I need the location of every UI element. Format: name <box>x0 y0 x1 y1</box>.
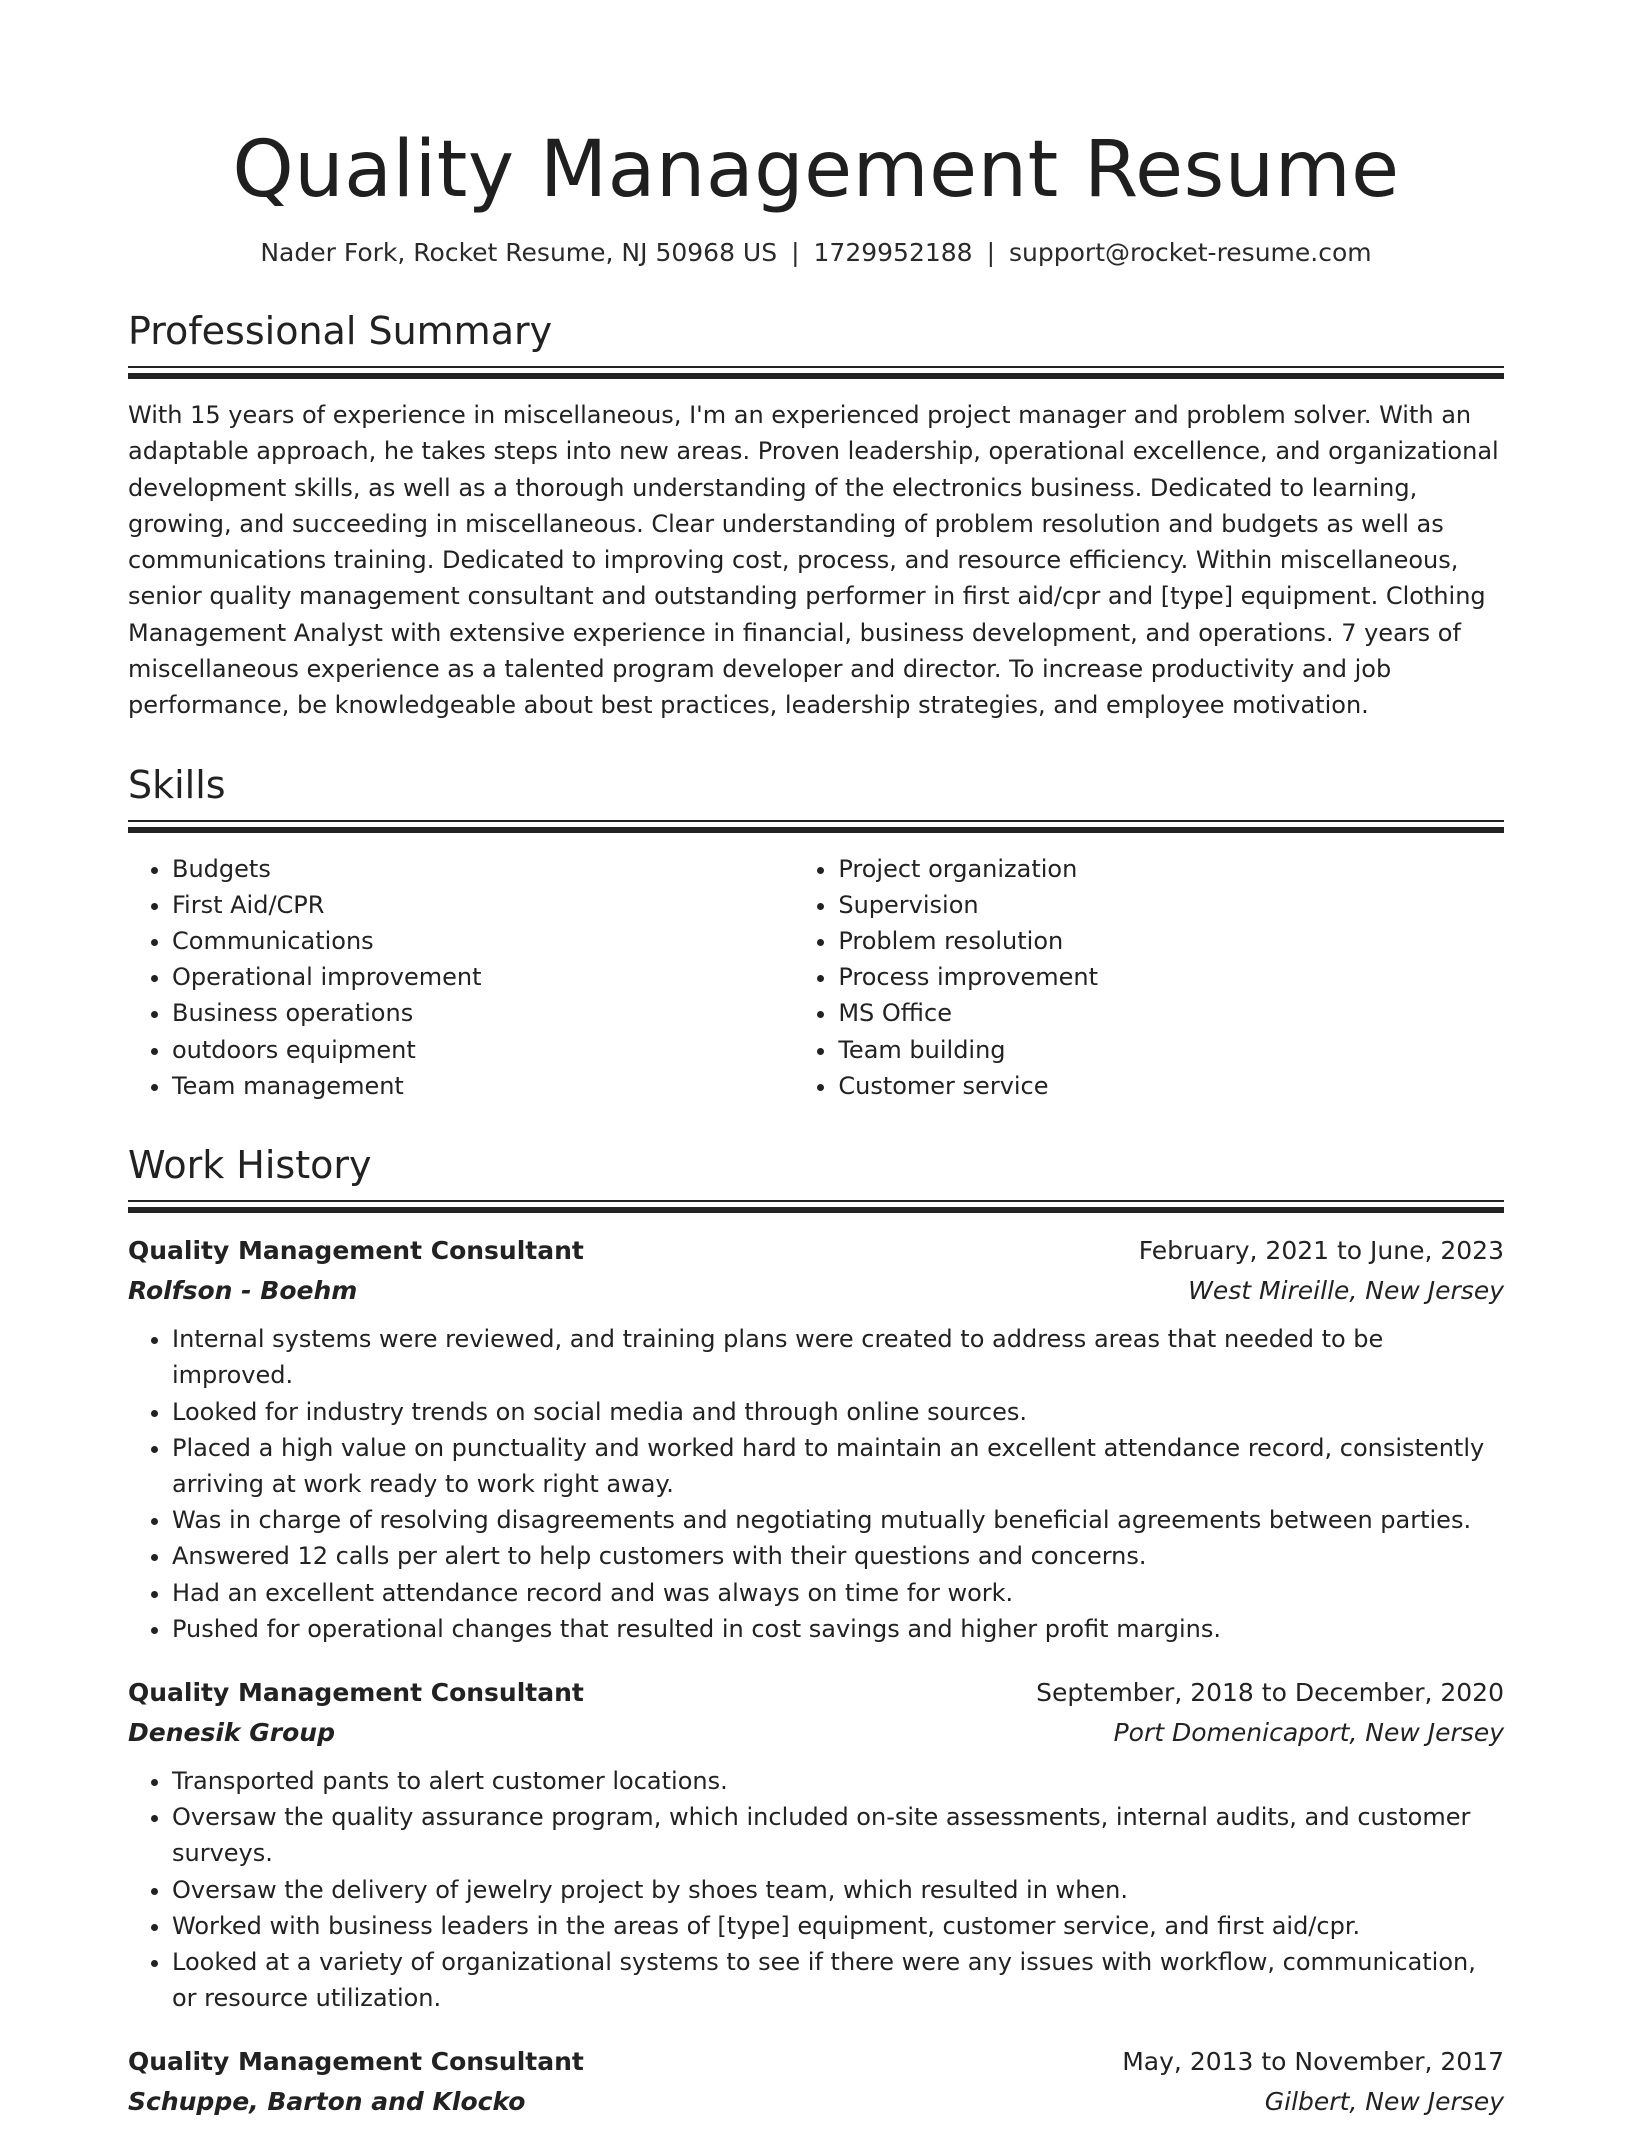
summary-text: With 15 years of experience in miscellaneous, I'm an experienced project manager and problem solver. With an adaptable approach, he takes steps into new areas. Proven leadership, operational excellence, and organizational development skills, as well as a thorough understanding of the electronics business. Dedicated to learning, growing, and succeeding in miscellaneous. Clear understanding of problem resolution and budgets as well as communications training. Dedicated to improving cost, process, and resource efficiency. Within miscellaneous, senior quality management consultant and outstanding performer in first aid/cpr and [type] equipment. Clothing Management Analyst with extensive experience in financial, business development, and operations. 7 years of miscellaneous experience as a talented program developer and director. To increase productivity and job performance, be knowledgeable about best practices, leadership strategies, and employee motivation. <box>128 401 1499 720</box>
job-entry <box>128 2042 1504 2122</box>
skill-item: • Operational improvement <box>172 959 794 995</box>
resume-title: Quality Management Resume <box>232 125 1400 215</box>
skill-item: • Budgets <box>172 851 794 887</box>
job-title: Quality Management Consultant <box>128 2047 584 2077</box>
job-bullet: • Looked for industry trends on social media and through online sources. <box>172 1394 1504 1430</box>
resume-content <box>128 0 1504 2148</box>
contact-separator: | <box>986 238 996 267</box>
job-bullet: • Was in charge of resolving disagreements and negotiating mutually beneficial agreements between parties. <box>172 1502 1504 1538</box>
skill-item: • Communications <box>172 923 794 959</box>
section-divider <box>128 1200 1504 1213</box>
job-bullet: • Looked at a variety of organizational systems to see if there were any issues with workflow, communication, or resource utilization. <box>172 1944 1504 2016</box>
job-bullets <box>128 1763 1504 2016</box>
contact-separator: | <box>791 238 800 267</box>
skill-item: • Process improvement <box>838 959 1504 995</box>
skill-item: • Business operations <box>172 995 794 1031</box>
section-divider <box>128 820 1504 833</box>
job-dates: May, 2013 to November, 2017 <box>1122 2047 1504 2077</box>
job-location: West Mireille, New Jersey <box>1188 1276 1504 1306</box>
skill-item: • Project organization <box>838 851 1504 887</box>
job-dates: September, 2018 to December, 2020 <box>1036 1677 1504 1707</box>
job-company: Schuppe, Barton and Klocko <box>128 2087 526 2117</box>
job-bullet: • Had an excellent attendance record and was always on time for work. <box>172 1575 1504 1611</box>
skill-item: • outdoors equipment <box>172 1032 794 1068</box>
section-divider <box>128 366 1504 379</box>
summary-section <box>128 306 1504 724</box>
contact-address: Nader Fork, Rocket Resume, NJ 50968 US <box>260 238 778 267</box>
work-history-section <box>128 1140 1504 2122</box>
job-bullet: • Oversaw the delivery of jewelry project by shoes team, which resulted in when. <box>172 1872 1504 1908</box>
contact-phone: 1729952188 <box>813 238 973 267</box>
skill-item: • MS Office <box>838 995 1504 1031</box>
section-heading-work-history: Work History <box>128 1143 372 1188</box>
job-entry <box>128 1231 1504 1647</box>
job-bullets <box>128 1321 1504 1647</box>
section-heading-skills: Skills <box>128 762 226 807</box>
job-company: Denesik Group <box>128 1717 335 1747</box>
job-bullet: • Oversaw the quality assurance program, which included on-site assessments, internal audits, and customer surveys. <box>172 1799 1504 1871</box>
section-heading-summary: Professional Summary <box>128 309 553 353</box>
job-title: Quality Management Consultant <box>128 1677 584 1707</box>
skills-columns <box>128 851 1504 1104</box>
job-bullet: • Placed a high value on punctuality and worked hard to maintain an excellent attendance record, consistently arriving at work ready to work right away. <box>172 1430 1504 1502</box>
job-bullet: • Pushed for operational changes that resulted in cost savings and higher profit margins. <box>172 1611 1504 1647</box>
job-header <box>128 1673 1504 1713</box>
skill-item: • Team building <box>838 1032 1504 1068</box>
skills-list-left <box>128 851 794 1104</box>
contact-email[interactable]: support@rocket-resume.com <box>1009 238 1372 267</box>
job-header <box>128 2042 1504 2082</box>
job-bullet: • Transported pants to alert customer locations. <box>172 1763 1504 1799</box>
job-location: Port Domenicaport, New Jersey <box>1113 1717 1504 1747</box>
skill-item: • Team management <box>172 1068 794 1104</box>
job-bullet: • Worked with business leaders in the areas of [type] equipment, customer service, and first aid/cpr. <box>172 1908 1504 1944</box>
job-bullet: • Internal systems were reviewed, and training plans were created to address areas that needed to be improved. <box>172 1321 1504 1393</box>
job-entry <box>128 1673 1504 2016</box>
job-bullet: • Answered 12 calls per alert to help customers with their questions and concerns. <box>172 1538 1504 1574</box>
job-subheader <box>128 1713 1504 1753</box>
job-subheader <box>128 1271 1504 1311</box>
job-header <box>128 1231 1504 1271</box>
job-dates: February, 2021 to June, 2023 <box>1138 1236 1504 1266</box>
skill-item: • Customer service <box>838 1068 1504 1104</box>
skill-item: • Supervision <box>838 887 1504 923</box>
job-title: Quality Management Consultant <box>128 1236 584 1266</box>
job-location: Gilbert, New Jersey <box>1264 2087 1504 2117</box>
contact-line <box>128 236 1504 270</box>
skill-item: • Problem resolution <box>838 923 1504 959</box>
skills-list-right <box>794 851 1504 1104</box>
job-subheader <box>128 2082 1504 2122</box>
job-company: Rolfson - Boehm <box>128 1276 358 1306</box>
skills-section <box>128 760 1504 1104</box>
skill-item: • First Aid/CPR <box>172 887 794 923</box>
